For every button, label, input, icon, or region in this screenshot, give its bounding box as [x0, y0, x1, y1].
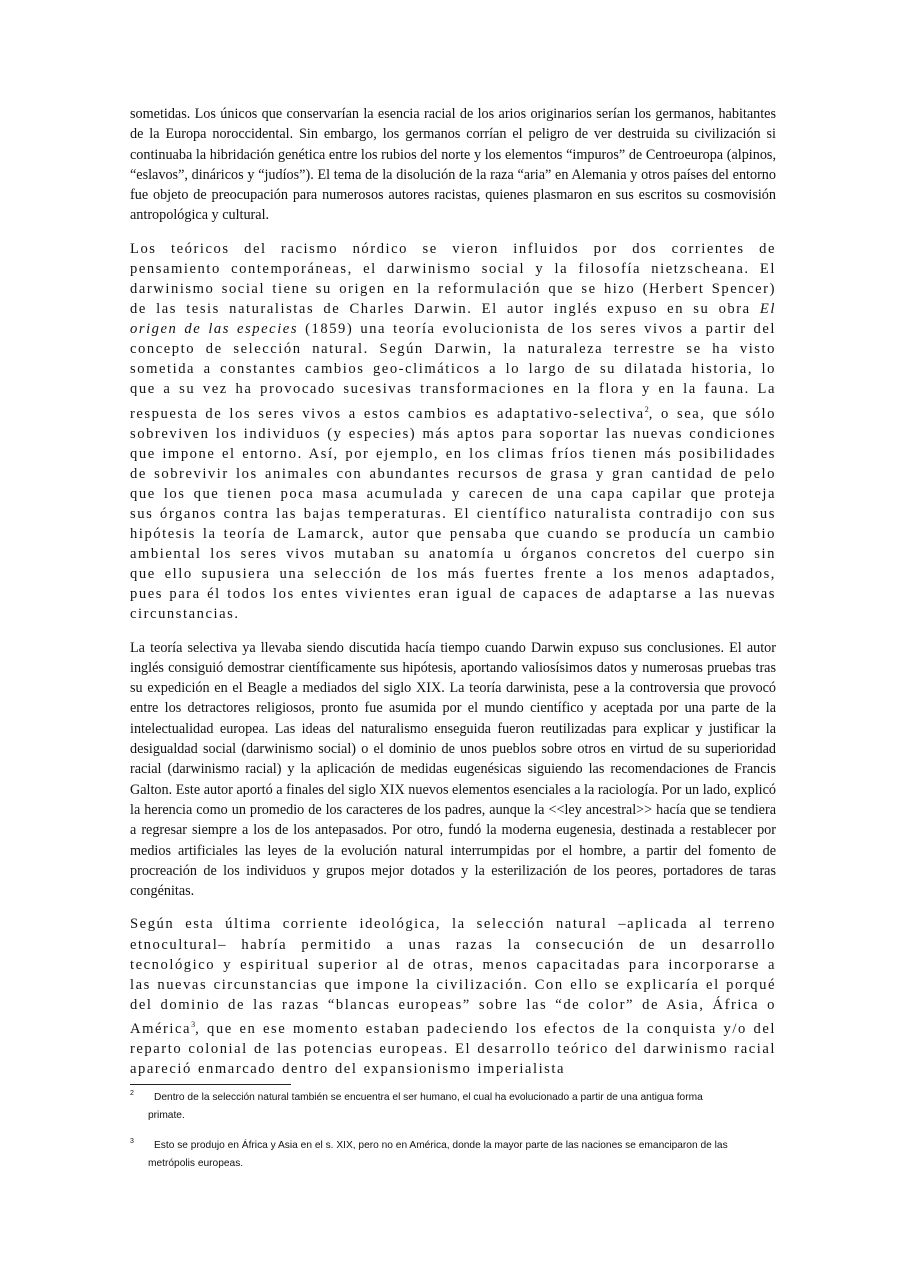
footnote-ref-2[interactable]: 2: [644, 404, 649, 414]
paragraph-4-text-b: , que en ese momento estaban padeciendo los efectos de la conquista y/o del reparto colonial de las potencias europeas. El desarrollo teórico del darwinismo racial apareció enmarcado dentro del expansionismo imperialista: [130, 1020, 776, 1078]
book-title-origin-of-species: El origen de las especies: [130, 301, 776, 338]
paragraph-2-text-c: , o sea, que sólo sobreviven los individuos (y especies) más aptos para soportar las nuevas condiciones que impone el entorno. Así, por ejemplo, en los climas fríos tienen más posibilidades de sobrevivir los animales con abundantes recursos de grasa y gran cantidad de pelo que los que tienen poca masa acumulada y carecen de una capa capilar que proteja sus órganos contra las bajas temperaturas. El científico naturalista contradijo con sus hipótesis la teoría de Lamarck, autor que pensaba que cuando se producía un cambio ambiental los seres vivos mutaban su anatomía u órganos concretos del cuerpo sin que ello supusiera una selección de los más fuertes frente a los menos adaptados, pues para él todos los entes vivientes eran igual de capaces de adaptarse a las nuevas circunstancias.: [130, 405, 776, 623]
footnote-2-line-2: primate.: [148, 1110, 185, 1121]
paragraph-1-text: sometidas. Los únicos que conservarían la esencia racial de los arios originarios serían los germanos, habitantes de la Europa noroccidental. Sin embargo, los germanos corrían el peligro de ver destruida su civilización si continuaba la hibridación genética entre los rubios del norte y los elementos “impuros” de Centroeuropa (alpinos, “eslavos”, dináricos y “judíos”). El tema de la disolución de la raza “aria” en Alemania y otros países del entorno fue objeto de preocupación para numerosos autores racistas, quienes plasmaron en sus escritos su cosmovisión antropológica y cultural.: [130, 106, 776, 224]
footnote-3-line-2: metrópolis europeas.: [148, 1158, 244, 1169]
paragraph-2: [130, 239, 776, 625]
footnote-3-line-1: Esto se produjo en África y Asia en el s. XIX, pero no en América, donde la mayor parte de las naciones se emanciparon de las: [154, 1140, 728, 1151]
paragraph-2-text-b: (1859) una teoría evolucionista de los seres vivos a partir del concepto de selección natural. Según Darwin, la naturaleza terrestre se ha visto sometida a constantes cambios geo-climáticos a lo largo de su dilatada historia, lo que a su vez ha provocado sucesivas transformaciones en la flora y en la fauna. La respuesta de los seres vivos a estos cambios es adaptativo-selectiva: [130, 321, 777, 422]
footnote-ref-3[interactable]: 3: [191, 1019, 196, 1029]
document-body: [130, 104, 776, 1079]
footnote-2: [130, 1089, 776, 1125]
paragraph-3: [130, 638, 776, 902]
footnote-2-line-1: Dentro de la selección natural también se encuentra el ser humano, el cual ha evolucionado a partir de una antigua forma: [154, 1092, 703, 1103]
paragraph-4-text-a: Según esta última corriente ideológica, la selección natural –aplicada al terreno etnocultural– habría permitido a unas razas la consecución de un desarrollo tecnológico y espiritual superior al de otras, menos capacitadas para incorporarse a las nuevas circunstancias que impone la civilización. Con ello se explicaría el porqué del dominio de las razas “blancas europeas” sobre las “de color” de Asia, África o América: [130, 916, 776, 1037]
footnote-separator: [130, 1084, 291, 1085]
footnote-3: [130, 1137, 776, 1173]
paragraph-3-text: La teoría selectiva ya llevaba siendo discutida hacía tiempo cuando Darwin expuso sus conclusiones. El autor inglés consiguió demostrar científicamente sus hipótesis, aportando valiosísimos datos y numerosas pruebas tras su expedición en el Beagle a mediados del siglo XIX. La teoría darwinista, pese a la controversia que provocó entre los detractores religiosos, pronto fue asumida por el mundo científico y aceptada por una parte de la intelectualidad europea. Las ideas del naturalismo enseguida fueron reutilizadas para explicar y justificar la desigualdad social (darwinismo social) o el dominio de unos pueblos sobre otros en virtud de su superioridad racial (darwinismo racial) y la aplicación de medidas eugenésicas siguiendo las recomendaciones de Francis Galton. Este autor aportó a finales del siglo XIX nuevos elementos esenciales a la raciología. Por un lado, explicó la herencia como un promedio de los caracteres de los padres, aunque la <<ley ancestral>> hacía que se tendiera a regresar siempre a los de los antepasados. Por otro, fundó la moderna eugenesia, destinada a restablecer por medios artificiales las leyes de la evolución natural interrumpidas por el hombre, a partir del fomento de procreación de los individuos y grupos mejor dotados y la esterilización de los peores, portadores de taras congénitas.: [130, 639, 776, 900]
footnote-3-number: 3: [130, 1138, 134, 1145]
footnote-2-number: 2: [130, 1090, 134, 1097]
paragraph-1: [130, 104, 776, 226]
paragraph-4: [130, 914, 776, 1079]
paragraph-2-text-a: Los teóricos del racismo nórdico se vieron influidos por dos corrientes de pensamiento contemporáneas, el darwinismo social y la filosofía nietzscheana. El darwinismo social tiene su origen en la reformulación que se hizo (Herbert Spencer) de las tesis naturalistas de Charles Darwin. El autor inglés expuso en su obra: [130, 240, 776, 318]
